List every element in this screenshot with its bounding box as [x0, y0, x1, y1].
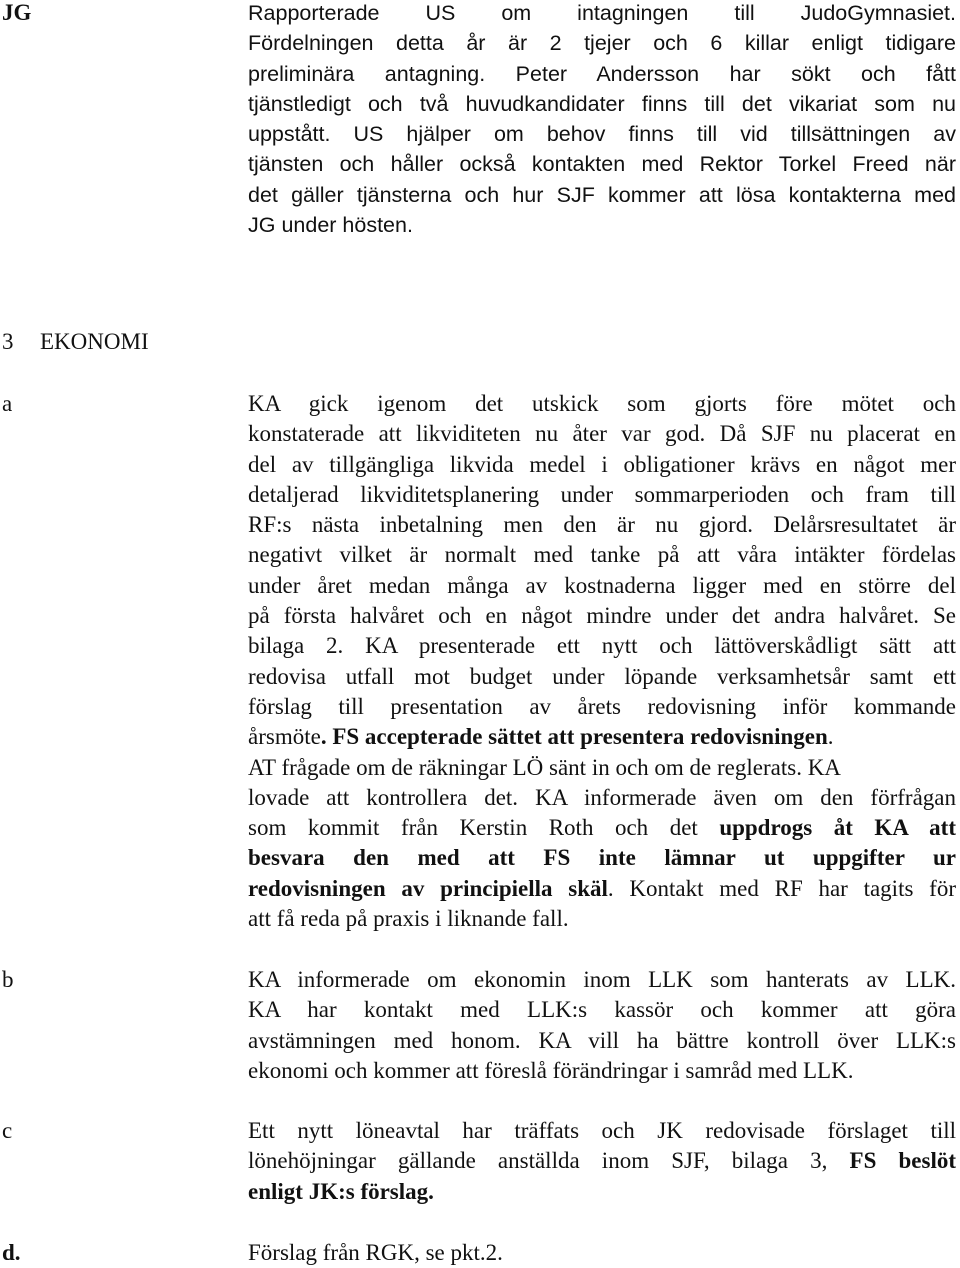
item-a-line-7: under året medan många av kostnaderna ligger med en större del: [248, 572, 956, 598]
item-a-line-9: bilaga 2. KA presenterade ett nytt och lättöverskådligt sätt att: [248, 633, 956, 659]
item-d-paragraph: [248, 1238, 956, 1268]
item-a-line-17: [248, 874, 956, 904]
section-label-jg: JG: [2, 0, 32, 25]
item-a-line-16: [248, 843, 956, 873]
item-a-line-15: [248, 813, 956, 843]
jg-line-4: tjänstledigt och två huvudkandidater finns till det vikariat som nu: [248, 91, 956, 116]
jg-line-8: JG under hösten.: [248, 213, 413, 238]
section-title: EKONOMI: [40, 329, 149, 354]
item-a-line-18: att få reda på praxis i liknande fall.: [248, 906, 569, 932]
item-a-line-6: negativt vilket är normalt med tanke på att våra intäkter fördelas: [248, 542, 956, 568]
decision-fs-beslot-cont: enligt JK:s förslag.: [248, 1178, 434, 1204]
item-a-line-2: konstaterade att likviditeten nu åter var god. Då SJF nu placerat en: [248, 421, 956, 447]
item-c-line-1: Ett nytt löneavtal har träffats och JK redovisade förslaget till: [248, 1118, 956, 1143]
item-a-line-12-end: .: [827, 724, 834, 750]
item-label-d: d.: [2, 1240, 21, 1265]
item-a-line-13: AT frågade om de räkningar LÖ sänt in och om de reglerats. KA: [248, 754, 841, 780]
item-a-line-5: RF:s nästa inbetalning men den är nu gjord. Delårsresultatet är: [248, 512, 956, 538]
item-c-line-3: [248, 1177, 956, 1207]
decision-uppdrag-ka-cont: besvara den med att FS inte lämnar ut uppgifter ur: [248, 845, 956, 871]
item-b-line-3: avstämningen med honom. KA vill ha bättre kontroll över LLK:s: [248, 1027, 956, 1053]
item-b-paragraph: [248, 965, 956, 1086]
decision-uppdrag-ka-end: redovisningen av principiella skäl: [248, 875, 608, 901]
item-c-line-2-text: lönehöjningar gällande anställda inom SJF, bilaga 3,: [248, 1148, 850, 1174]
item-a-line-15-text: som kommit från Kerstin Roth och det: [248, 815, 720, 841]
item-c-line-2: [248, 1146, 956, 1176]
item-a-line-12-text: årsmöte: [248, 724, 321, 750]
jg-line-2: Fördelningen detta år är 2 tjejer och 6 killar enligt tidigare: [248, 31, 956, 56]
item-b-line-4: ekonomi och kommer att föreslå förändringar i samråd med LLK.: [248, 1057, 854, 1083]
item-a-line-14: lovade att kontrollera det. KA informerade även om den förfrågan: [248, 784, 956, 810]
item-a-line-1: KA gick igenom det utskick som gjorts före mötet och: [248, 391, 956, 416]
item-d-line-1: Förslag från RGK, se pkt.2.: [248, 1240, 503, 1265]
item-a-line-10: redovisa utfall mot budget under löpande verksamhetsår samt ett: [248, 663, 956, 689]
decision-fs-redovisning: . FS accepterade sättet att presentera redovisningen: [320, 724, 828, 750]
section-heading-ekonomi: [2, 327, 149, 357]
item-a-line-3: del av tillgängliga likvida medel i obligationer krävs en något mer: [248, 451, 956, 477]
item-label-b: b: [2, 967, 14, 992]
jg-line-6: tjänsten och håller också kontakten med Rektor Torkel Freed när: [248, 152, 956, 177]
item-a-line-8: på första halvåret och en något mindre under det andra halvåret. Se: [248, 603, 956, 629]
item-a-line-17-text: . Kontakt med RF har tagits för: [607, 875, 956, 901]
decision-fs-beslot: FS beslöt: [849, 1148, 956, 1174]
jg-line-5: uppstått. US hjälper om behov finns till vid tillsättningen av: [248, 122, 956, 147]
item-a-line-4: detaljerad likviditetsplanering under sommarperioden och fram till: [248, 481, 956, 507]
item-a-line-12: [248, 722, 956, 752]
item-b-line-2: KA har kontakt med LLK:s kassör och kommer att göra: [248, 997, 956, 1023]
jg-line-1: Rapporterade US om intagningen till JudoGymnasiet.: [248, 1, 956, 25]
jg-line-7: det gäller tjänsterna och hur SJF kommer att lösa kontakterna med: [248, 182, 956, 207]
decision-uppdrag-ka: uppdrogs åt KA att: [719, 815, 956, 841]
item-a-paragraph: [248, 389, 956, 934]
item-c-paragraph: [248, 1116, 956, 1207]
jg-paragraph: [248, 0, 956, 240]
item-label-a: a: [2, 391, 13, 416]
section-number: 3: [2, 329, 14, 354]
jg-line-3: preliminära antagning. Peter Andersson har sökt och fått: [248, 61, 956, 86]
item-a-line-11: förslag till presentation av årets redovisning inför kommande: [248, 693, 956, 719]
item-b-line-1: KA informerade om ekonomin inom LLK som hanterats av LLK.: [248, 967, 956, 992]
item-label-c: c: [2, 1118, 13, 1143]
